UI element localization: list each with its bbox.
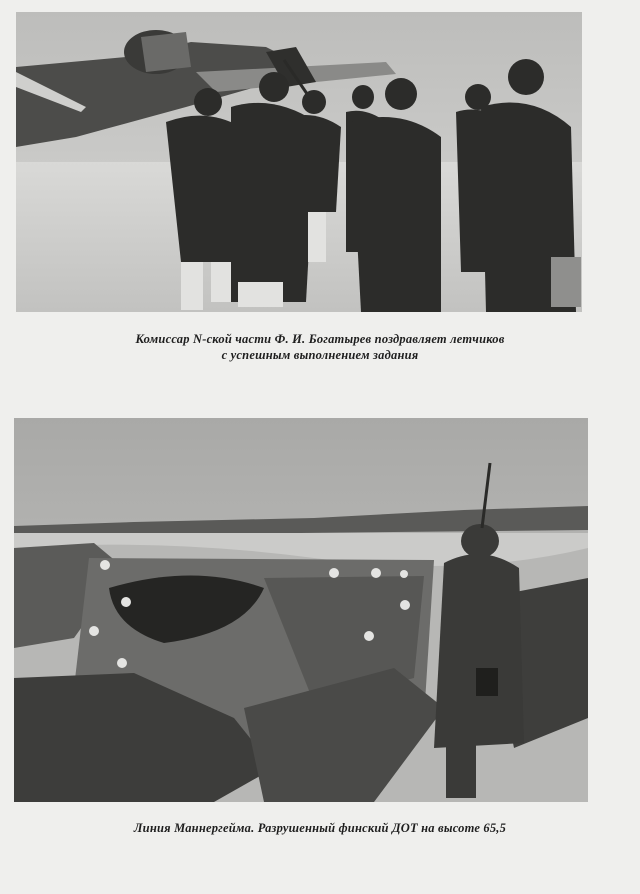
caption-pilots <box>0 331 640 363</box>
caption-pilots-line-1: Комиссар N-ской части Ф. И. Богатырев поздравляет летчиков <box>135 332 505 346</box>
caption-bunker <box>10 820 630 836</box>
pilots-photo-image <box>16 12 582 312</box>
caption-pilots-line-2: с успешным выполнением задания <box>221 348 419 362</box>
photo-destroyed-bunker <box>14 418 588 802</box>
bunker-photo-image <box>14 418 588 802</box>
caption-bunker-line-1: Линия Маннергейма. Разрушенный финский ДОТ на высоте 65,5 <box>133 821 507 835</box>
photo-pilots-greeting <box>16 12 582 312</box>
